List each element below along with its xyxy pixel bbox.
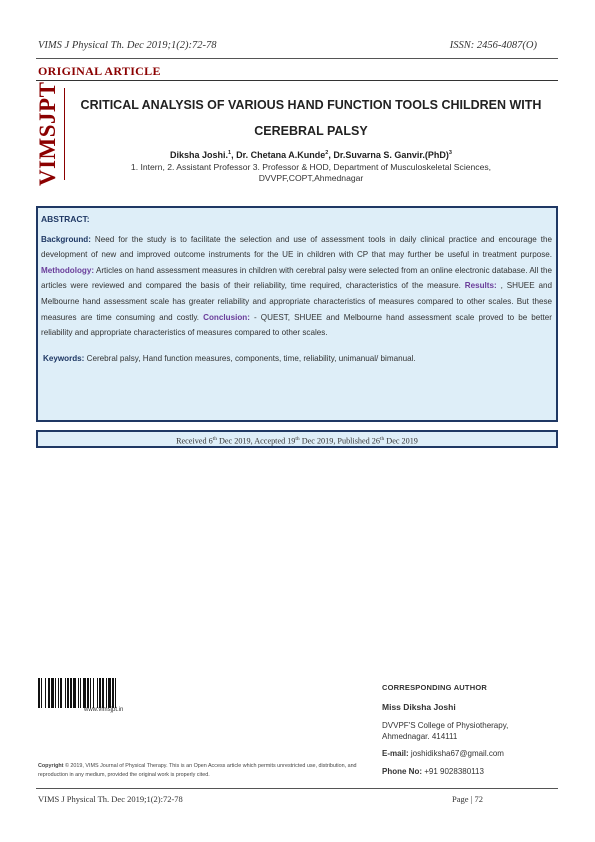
article-type-divider [36,80,558,81]
conclusion-label: Conclusion: [203,312,250,322]
background-text: Need for the study is to facilitate the selection and use of assessment tools in daily clinical practice and encourage the development of new and improved outcome instruments for the UE in children with CP that may further be useful in treatment purpose. [41,234,552,260]
barcode-icon [38,678,150,708]
corresponding-heading: CORRESPONDING AUTHOR [382,683,487,692]
received-sup: th [212,436,217,442]
results-text: , SHUEE and Melbourne hand assessment scale has greater reliability and appropriate characteristics of measures compared to other scales. But these measures are time consuming and costly. [41,281,552,322]
background-label: Background: [41,234,91,244]
corresponding-email [382,749,562,758]
phone-label: Phone No: [382,767,422,776]
journal-logo-vertical: VIMSJPT [35,81,60,186]
published-date: Dec 2019, Published 26 [299,436,380,446]
abstract-box [36,206,558,422]
copyright-text: © 2019, VIMS Journal of Physical Therapy. This is an Open Access article which permits unrestricted use, distribution, and reproduction in any medium, provided the original work is properly cited. [38,763,357,778]
methodology-text: Articles on hand assessment measures in children with cerebral palsy were selected from an online electronic database. All the articles were reviewed and compared the basis of their reliability, time required, characteristics of the measure. [41,265,552,291]
logo-divider [64,88,65,180]
author-1: Diksha Joshi. [170,150,229,160]
corresponding-name: Miss Diksha Joshi [382,702,456,712]
header-divider [36,58,558,59]
footer-divider [36,788,558,789]
keywords-text: Cerebral palsy, Hand function measures, components, time, reliability, unimanual/ bimanual. [84,353,416,363]
author-list [66,150,556,160]
corresponding-author-block [382,683,562,776]
article-title: CRITICAL ANALYSIS OF VARIOUS HAND FUNCTION TOOLS CHILDREN WITH CEREBRAL PALSY [80,98,542,138]
email-label: E-mail: [382,749,409,758]
published-sup: th [379,436,385,442]
conclusion-text: - QUEST, SHUEE and Melbourne hand assessment scale proved to be better reliability and appropriate characteristics of measures compared to other scales. [41,312,553,338]
corresponding-phone [382,767,562,776]
methodology-label: Methodology: [41,265,95,275]
accepted-sup: th [295,436,300,442]
author-1-sup: 1 [228,150,232,156]
author-2: , Dr. Chetana A.Kunde [231,150,326,160]
corresponding-address-line-2: Ahmednagar. 414111 [382,732,458,741]
author-3: , Dr.Suvarna S. Ganvir.(PhD) [328,150,449,160]
phone-value: +91 9028380113 [422,767,484,776]
publication-dates [36,430,558,448]
affiliation-line-1: 1. Intern, 2. Assistant Professor 3. Professor & HOD, Department of Musculoskeletal Sciences, [130,162,492,172]
abstract-body [41,232,552,341]
corresponding-address-line-1: DVVPF'S College of Physiotherapy, [382,721,509,730]
copyright-label: Copyright [38,763,64,769]
dates-end: Dec 2019 [384,436,418,446]
keywords-line [41,351,552,367]
article-type-label: ORIGINAL ARTICLE [38,64,161,78]
header-issn: ISSN: 2456-4087(O) [449,40,537,51]
received-date: Received 6 [176,436,213,446]
barcode-url: www.vimsjpt.in [84,707,124,713]
footer-page-number: Page | 72 [452,794,483,804]
results-label: Results: [464,281,497,291]
abstract-heading: ABSTRACT: [41,214,90,224]
affiliation-line-2: DVVPF,COPT,Ahmednagar [258,173,364,183]
author-2-sup: 2 [325,150,329,156]
author-3-sup: 3 [448,150,452,156]
footer-journal-ref: VIMS J Physical Th. Dec 2019;1(2):72-78 [38,794,183,804]
copyright-notice [38,762,358,780]
accepted-date: Dec 2019, Accepted 19 [216,436,296,446]
header-journal-ref: VIMS J Physical Th. Dec 2019;1(2):72-78 [38,40,217,51]
keywords-label: Keywords: [43,353,85,363]
email-value[interactable]: joshidiksha67@gmail.com [408,749,504,758]
